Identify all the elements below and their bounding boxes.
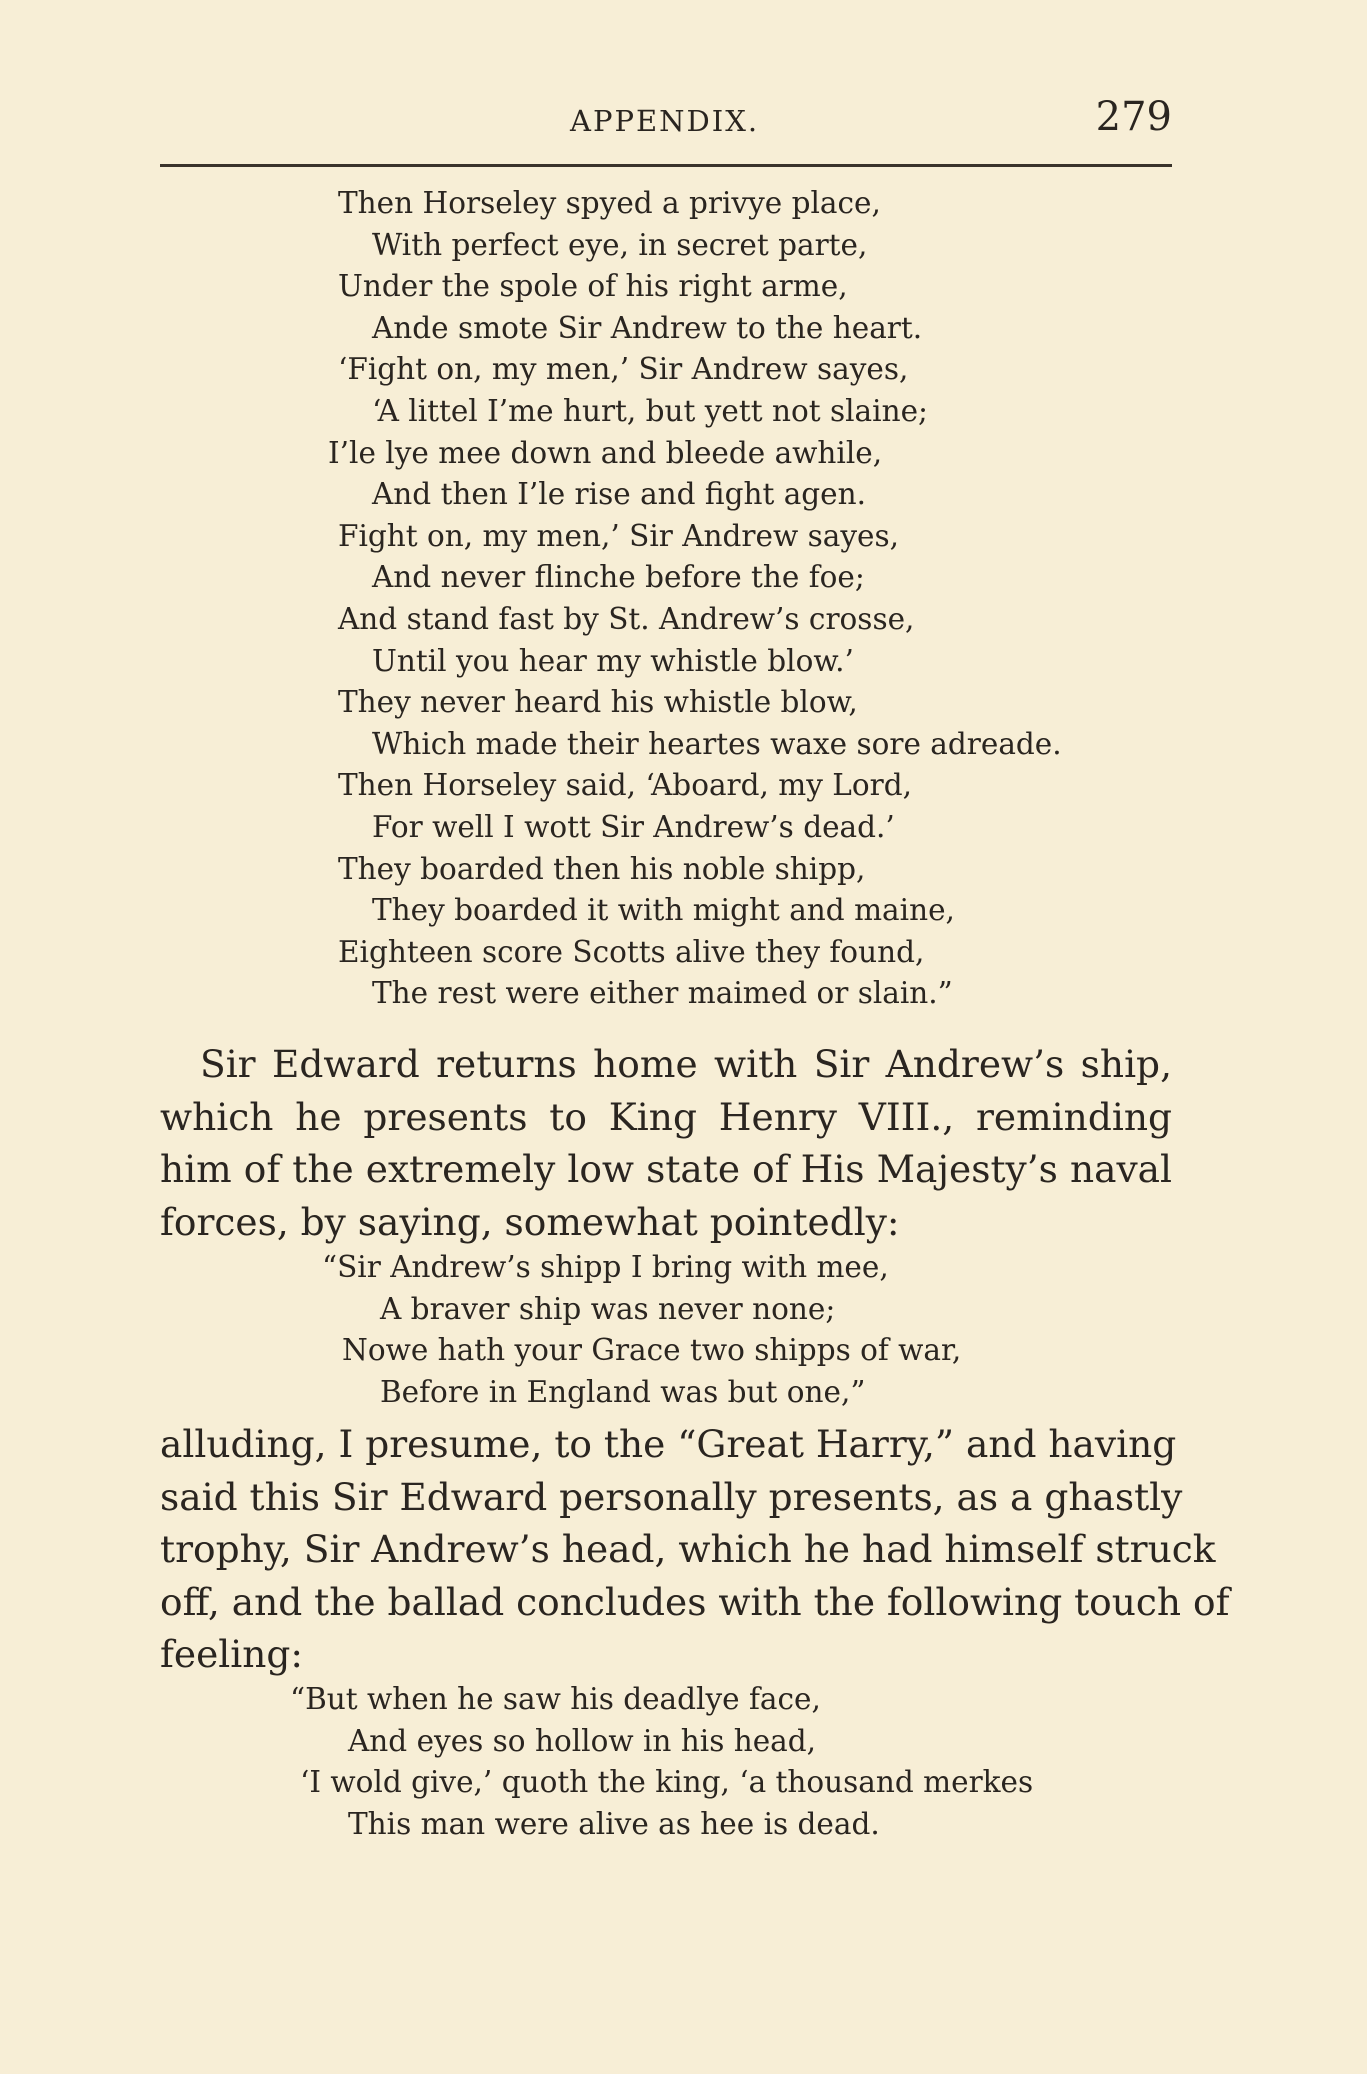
verse-line: The rest were either maimed or slain.” [372,976,953,1011]
verse-line: I’le lye mee down and bleede awhile, [328,435,883,470]
page-number: 279 [1095,94,1172,140]
verse-line: “Sir Andrew’s shipp I bring with mee, [322,1250,889,1284]
verse-line: They never heard his whistle blow, [338,685,858,720]
prose-line: which he presents to King Henry VIII., reminding [160,1094,1172,1139]
prose-line: off, and the ballad concludes with the following touch of [160,1579,1230,1624]
verse-line: Ande smote Sir Andrew to the heart. [372,310,923,345]
page-header [160,94,1172,144]
prose-line: trophy, Sir Andrew’s head, which he had himself struck [160,1527,1216,1571]
verse-line: Under the spole of his right arme, [338,269,848,304]
verse-line: Then Horseley spyed a privye place, [338,186,881,220]
verse-line: They boarded it with might and maine, [372,893,955,928]
verse-line: Which made their heartes waxe sore adreade. [372,726,1062,761]
verse-line: Before in England was but one,” [380,1374,866,1409]
prose-line: him of the extremely low state of His Majesty’s naval [160,1147,1172,1191]
running-head: APPENDIX. [570,104,760,138]
prose-line: alluding, I presume, to the “Great Harry,” and having [160,1422,1177,1466]
verse-line: This man were alive as hee is dead. [348,1806,880,1841]
verse-line: ‘Fight on, my men,’ Sir Andrew sayes, [338,352,909,387]
verse-line: ‘A littel I’me hurt, but yett not slaine; [372,393,928,428]
ballad-stanza-2 [322,1247,961,1413]
verse-line: “But when he saw his deadlye face, [290,1682,821,1716]
header-rule [160,164,1172,167]
prose-line: Sir Edward returns home with Sir Andrew’s ship, [200,1042,1172,1086]
verse-line: And eyes so hollow in his head, [348,1723,817,1758]
verse-line: A braver ship was never none; [380,1291,836,1326]
verse-line: And stand fast by St. Andrew’s crosse, [338,601,915,636]
verse-line: And never flinche before the foe; [372,560,865,595]
prose-paragraph-2 [160,1418,1230,1681]
prose-line: forces, by saying, somewhat pointedly: [160,1199,900,1244]
ballad-stanza-1 [328,183,1062,1015]
verse-line: Nowe hath your Grace two shipps of war, [342,1333,962,1368]
prose-line: said this Sir Edward personally presents, as a ghastly [160,1474,1183,1519]
verse-line: With perfect eye, in secret parte, [372,227,868,262]
verse-line: ‘I wold give,’ quoth the king, ‘a thousand merkes [300,1765,1034,1800]
prose-paragraph-1 [160,1038,1172,1248]
verse-line: Until you hear my whistle blow.’ [372,643,854,678]
verse-line: And then I’le rise and fight agen. [372,477,867,512]
verse-line: Fight on, my men,’ Sir Andrew sayes, [338,518,899,553]
verse-line: They boarded then his noble shipp, [338,851,866,886]
verse-line: Then Horseley said, ‘Aboard, my Lord, [338,768,913,803]
ballad-stanza-3 [290,1679,1033,1845]
verse-line: Eighteen score Scotts alive they found, [338,934,925,969]
verse-line: For well I wott Sir Andrew’s dead.’ [372,809,895,844]
prose-line: feeling: [160,1632,304,1676]
